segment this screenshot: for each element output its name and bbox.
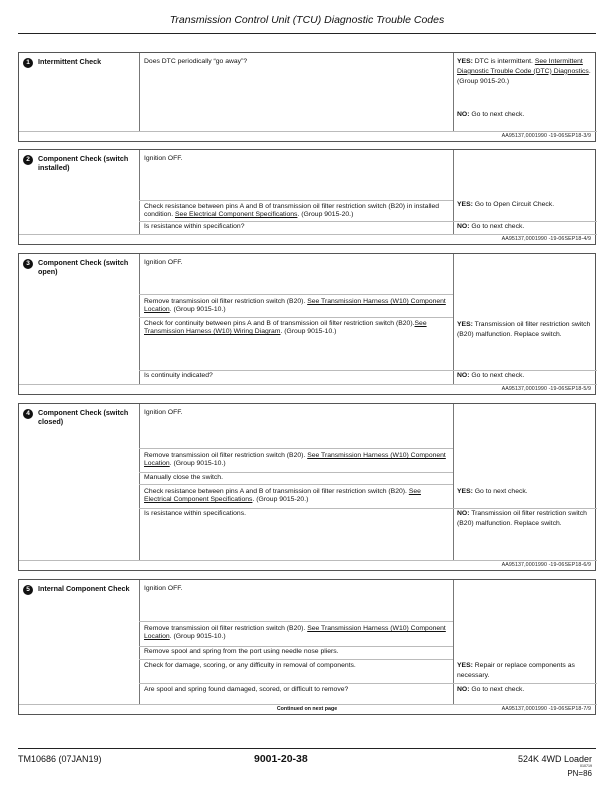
step-title-text: Component Check (switch installed) bbox=[38, 154, 129, 172]
page-title: Transmission Control Unit (TCU) Diagnostic Trouble Codes bbox=[169, 14, 445, 26]
no-result: NO: Go to next check. bbox=[457, 686, 525, 693]
model-name: 524K 4WD Loader bbox=[517, 754, 592, 764]
step-number-badge: 3 bbox=[23, 259, 33, 269]
check-step: Check resistance between pins A and B of transmission oil filter restriction switch (B20). See Electrical Component Specifications. (Group 9015-20.) bbox=[144, 488, 421, 504]
ignition-step: Ignition OFF. bbox=[144, 155, 183, 162]
ignition-step: Ignition OFF. bbox=[144, 409, 183, 416]
step-title-text: Internal Component Check bbox=[38, 584, 130, 593]
reference-code: AA95137,0001990 -19-06SEP18-3/9 bbox=[501, 133, 591, 139]
ignition-step: Ignition OFF. bbox=[144, 585, 183, 592]
check-question: Is continuity indicated? bbox=[144, 372, 213, 379]
reference-code: AA95137,0001990 -19-06SEP18-6/9 bbox=[501, 562, 591, 568]
remove-step: Remove transmission oil filter restriction switch (B20). See Transmission Harness (W10) Component Location. (Group 9015-10.) bbox=[144, 452, 446, 468]
check-step: Check for damage, scoring, or any difficulty in removal of components. bbox=[144, 662, 356, 669]
step-component-check-open bbox=[18, 253, 596, 395]
step-number-badge: 1 bbox=[23, 58, 33, 68]
yes-result: YES: Go to Open Circuit Check. bbox=[457, 201, 555, 208]
reference-code: AA95137,0001990 -19-06SEP18-5/9 bbox=[501, 386, 591, 392]
check-step: Check resistance between pins A and B of transmission oil filter restriction switch (B20) in installed condition. See Electrical Component Specifications. (Group 9015-20.) bbox=[144, 203, 440, 219]
no-result: NO: Go to next check. bbox=[457, 372, 525, 379]
page-code: 9001-20-38 bbox=[254, 753, 308, 765]
step-title bbox=[23, 259, 141, 276]
step-intermittent-check bbox=[18, 52, 596, 142]
no-result: NO: Transmission oil filter restriction switch (B20) malfunction. Replace switch. bbox=[457, 510, 587, 527]
step-title bbox=[23, 409, 141, 426]
no-result: NO: Go to next check. bbox=[457, 223, 525, 230]
step-title-text: Component Check (switch closed) bbox=[38, 408, 129, 426]
page-footer bbox=[18, 748, 596, 778]
step-number-badge: 2 bbox=[23, 155, 33, 165]
step-title-text: Intermittent Check bbox=[38, 57, 102, 66]
step-component-check-closed bbox=[18, 403, 596, 571]
check-question: Does DTC periodically “go away”? bbox=[144, 58, 248, 65]
reference-code: AA95137,0001990 -19-06SEP18-4/9 bbox=[501, 236, 591, 242]
yes-result: YES: Transmission oil filter restriction switch (B20) malfunction. Replace switch. bbox=[457, 321, 591, 338]
page-header bbox=[18, 14, 596, 34]
reference-code: AA95137,0001990 -19-06SEP18-7/9 bbox=[501, 706, 591, 712]
check-step: Check for continuity between pins A and B of transmission oil filter restriction switch (B20).See Transmission Harness (W10) Wiring Diagram. (Group 9015-10.) bbox=[144, 320, 427, 336]
yes-result: YES: Go to next check. bbox=[457, 488, 528, 495]
yes-result: YES: Repair or replace components as necessary. bbox=[457, 662, 575, 679]
check-question: Are spool and spring found damaged, scored, or difficult to remove? bbox=[144, 686, 349, 693]
remove-step: Remove transmission oil filter restriction switch (B20). See Transmission Harness (W10) Component Location. (Group 9015-10.) bbox=[144, 625, 446, 641]
check-question: Is resistance within specifications. bbox=[144, 510, 246, 517]
component-location-link[interactable]: See Transmission Harness (W10) Component Location bbox=[144, 298, 446, 314]
continued-notice: Continued on next page bbox=[276, 706, 338, 712]
small-code: 010719 bbox=[580, 764, 592, 768]
wiring-diagram-link[interactable]: See Transmission Harness (W10) Wiring Diagram bbox=[144, 320, 427, 336]
step-internal-component-check bbox=[18, 579, 596, 715]
step-number-badge: 4 bbox=[23, 409, 33, 419]
step-title bbox=[23, 585, 141, 595]
spool-step: Remove spool and spring from the port using needle nose pliers. bbox=[144, 648, 339, 655]
model-info bbox=[518, 754, 592, 778]
check-question: Is resistance within specification? bbox=[144, 223, 245, 230]
step-title-text: Component Check (switch open) bbox=[38, 258, 129, 276]
intermittent-dtc-link[interactable]: See Intermittent Diagnostic Trouble Code (DTC) Diagnostics bbox=[457, 58, 589, 75]
step-title bbox=[23, 58, 141, 68]
component-location-link[interactable]: See Transmission Harness (W10) Component Location bbox=[144, 452, 446, 468]
electrical-specs-link[interactable]: See Electrical Component Specifications bbox=[175, 211, 298, 219]
manual-step: Manually close the switch. bbox=[144, 474, 223, 481]
component-location-link[interactable]: See Transmission Harness (W10) Component Location bbox=[144, 625, 446, 641]
document-id: TM10686 (07JAN19) bbox=[18, 754, 102, 764]
electrical-specs-link[interactable]: See Electrical Component Specifications bbox=[144, 488, 421, 504]
step-component-check-installed bbox=[18, 149, 596, 245]
page-number: PN=86 bbox=[567, 769, 592, 778]
yes-result: YES: DTC is intermittent. See Intermittent Diagnostic Trouble Code (DTC) Diagnostics. (Group 9015-20.) bbox=[457, 58, 591, 85]
remove-step: Remove transmission oil filter restriction switch (B20). See Transmission Harness (W10) Component Location. (Group 9015-10.) bbox=[144, 298, 446, 314]
step-title bbox=[23, 155, 141, 172]
step-number-badge: 5 bbox=[23, 585, 33, 595]
no-result: NO: Go to next check. bbox=[457, 111, 525, 118]
ignition-step: Ignition OFF. bbox=[144, 259, 183, 266]
